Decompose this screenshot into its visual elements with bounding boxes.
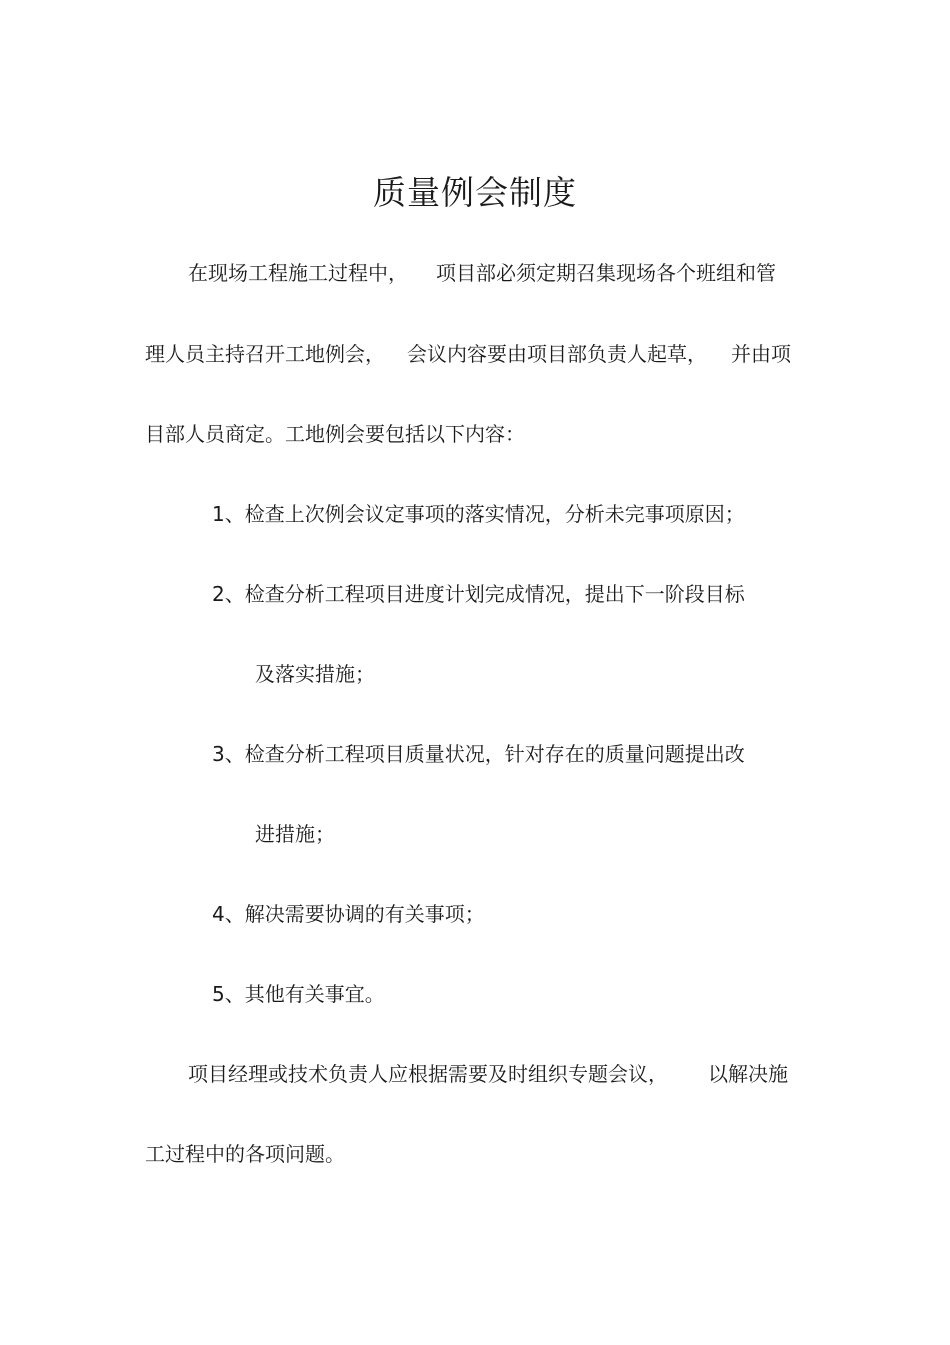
closing-line-2: 工过程中的各项问题。 bbox=[145, 1142, 345, 1166]
list-item-3-continued: 进措施； bbox=[255, 822, 335, 846]
list-item-2-continued: 及落实措施； bbox=[255, 662, 375, 686]
list-item-4: 4、解决需要协调的有关事项； bbox=[212, 902, 485, 926]
list-item-5: 5、其他有关事宜。 bbox=[212, 982, 385, 1006]
list-item-2: 2、检查分析工程项目进度计划完成情况，提出下一阶段目标 bbox=[212, 582, 745, 606]
list-item-1: 1、检查上次例会议定事项的落实情况，分析未完事项原因； bbox=[212, 502, 745, 526]
closing-line-1 bbox=[188, 1060, 788, 1088]
intro-line-2 bbox=[145, 340, 791, 368]
closing-line-1-part-a: 项目经理或技术负责人应根据需要及时组织专题会议， bbox=[188, 1062, 668, 1086]
intro-line-1 bbox=[188, 259, 776, 287]
intro-line-2-part-c: 并由项 bbox=[731, 342, 791, 366]
closing-line-1-part-b: 以解决施 bbox=[708, 1062, 788, 1086]
intro-line-2-part-b: 会议内容要由项目部负责人起草， bbox=[407, 342, 707, 366]
list-item-3: 3、检查分析工程项目质量状况，针对存在的质量问题提出改 bbox=[212, 742, 745, 766]
document-title: 质量例会制度 bbox=[373, 173, 577, 212]
intro-line-2-part-a: 理人员主持召开工地例会， bbox=[145, 342, 385, 366]
intro-line-3: 目部人员商定。工地例会要包括以下内容： bbox=[145, 422, 525, 446]
intro-line-1-part-b: 项目部必须定期召集现场各个班组和管 bbox=[436, 261, 776, 285]
intro-line-1-part-a: 在现场工程施工过程中， bbox=[188, 261, 408, 285]
